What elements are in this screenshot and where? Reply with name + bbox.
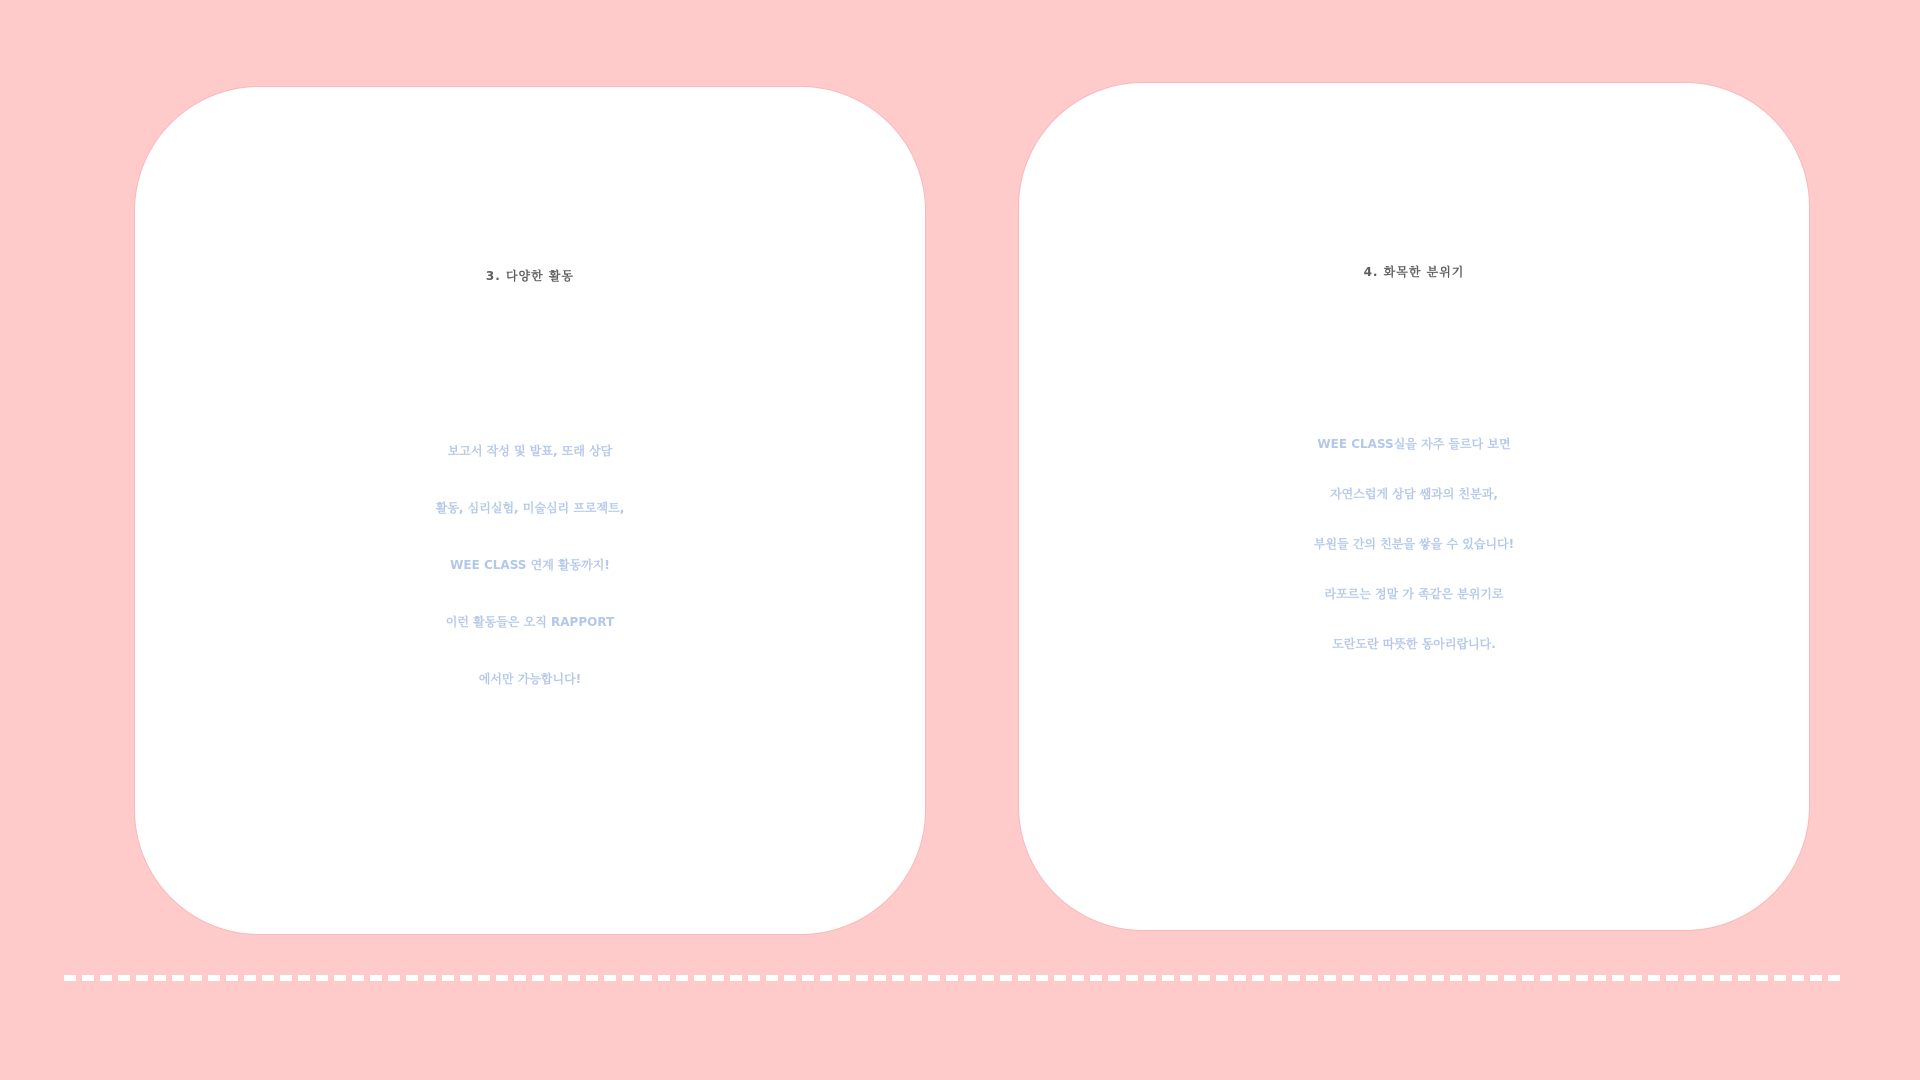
- description-line: 활동, 심리실험, 미술심리 프로젝트,: [435, 501, 625, 515]
- description-line: WEE CLASS 연계 활동까지!: [450, 558, 610, 572]
- description-line: 보고서 작성 및 발표, 또래 상담: [447, 444, 613, 458]
- description-line: WEE CLASS실을 자주 들르다 보면: [1317, 437, 1511, 451]
- description-line: 이런 활동들은 오직 RAPPORT: [445, 615, 615, 629]
- card-description: [1029, 419, 1799, 669]
- card-harmonious-atmosphere: [1018, 82, 1810, 931]
- card-various-activities: [134, 86, 926, 935]
- description-line: 에서만 가능합니다!: [478, 672, 582, 686]
- description-line: 자연스럽게 상담 쌤과의 친분과,: [1330, 487, 1498, 501]
- description-line: 라포르는 정말 가 족같은 분위기로: [1324, 587, 1504, 601]
- card-title: 4. 화목한 분위기: [1363, 265, 1465, 279]
- card-title: 3. 다양한 활동: [485, 269, 575, 283]
- description-line: 도란도란 따뜻한 동아리랍니다.: [1332, 637, 1496, 651]
- card-description: [145, 423, 915, 708]
- description-line: 부원들 간의 친분을 쌓을 수 있습니다!: [1313, 537, 1515, 551]
- dashed-divider: [64, 975, 1840, 981]
